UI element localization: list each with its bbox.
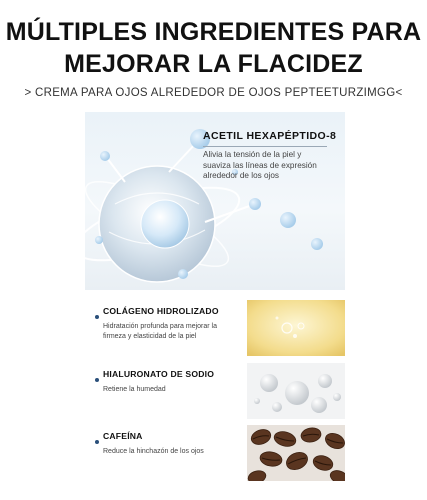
ingredient-hyaluronate xyxy=(95,363,345,419)
peptide-title: ACETIL HEXAPÉPTIDO-8 xyxy=(203,130,337,142)
product-subtitle: > CREMA PARA OJOS ALREDEDOR DE OJOS PEPTEETURZIMGG< xyxy=(24,87,403,99)
coffee-beans-image xyxy=(247,425,345,481)
ingredient-description: Retiene la humedad xyxy=(103,386,166,393)
bullet-icon xyxy=(95,440,99,444)
ingredient-title: CAFEÍNA xyxy=(103,431,143,441)
ingredient-description: Hidratación profunda para mejorar la firmeza y elasticidad de la piel xyxy=(103,323,218,340)
bullet-icon xyxy=(95,378,99,382)
divider xyxy=(203,146,327,147)
ingredient-title: HIALURONATO DE SODIO xyxy=(103,369,215,379)
bullet-icon xyxy=(95,315,99,319)
headline-line-2: MEJORAR LA FLACIDEZ xyxy=(64,50,363,78)
peptide-description: Alivia la tensión de la piel y suaviza las líneas de expresión alrededor de los ojos xyxy=(203,150,317,180)
headline-line-1: MÚLTIPLES INGREDIENTES PARA xyxy=(5,18,422,46)
collagen-serum-image xyxy=(247,300,345,356)
ingredient-title: COLÁGENO HIDROLIZADO xyxy=(103,306,219,316)
ingredient-caffeine xyxy=(95,425,345,481)
water-droplets-image xyxy=(247,363,345,419)
ingredient-description: Reduce la hinchazón de los ojos xyxy=(103,448,204,455)
peptide-hero-panel xyxy=(85,112,345,290)
ingredient-collagen xyxy=(95,300,345,356)
